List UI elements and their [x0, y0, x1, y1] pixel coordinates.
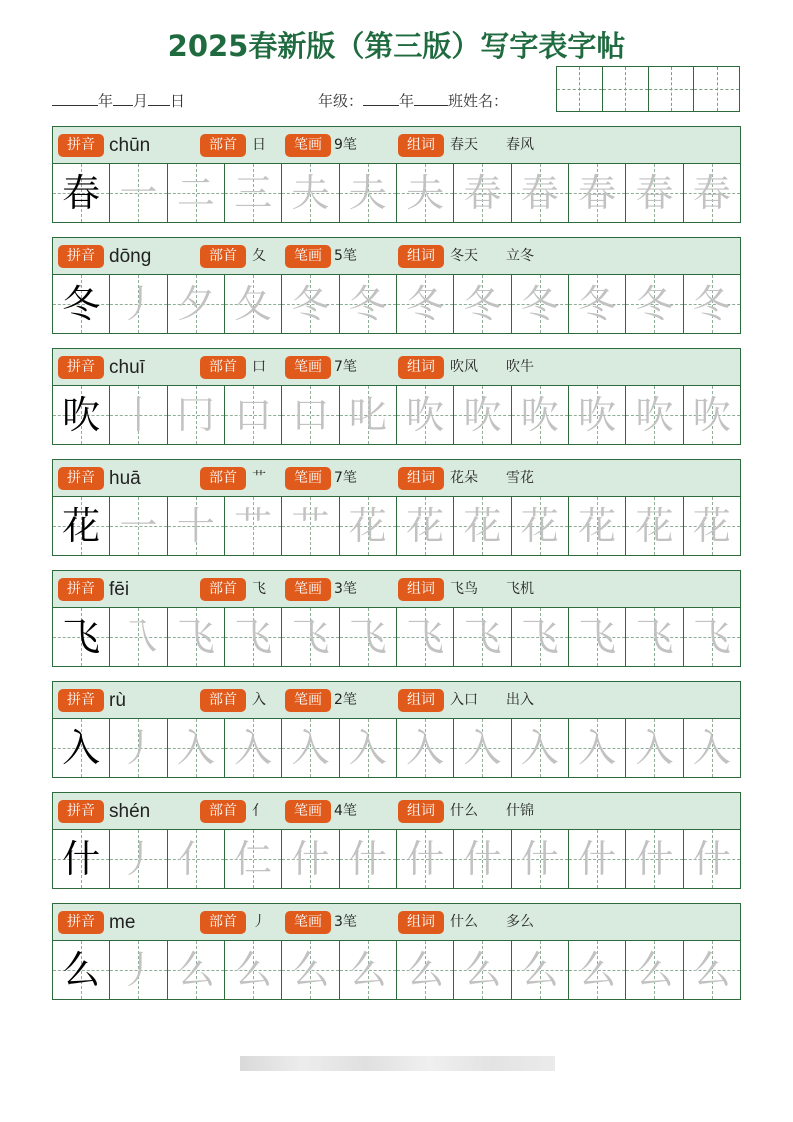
trace-cell[interactable]: 夂: [225, 275, 282, 333]
writing-grid: [53, 608, 740, 666]
radical-tag: 部首: [200, 689, 246, 712]
trace-cell[interactable]: 吹: [397, 386, 454, 444]
trace-cell[interactable]: 入: [626, 719, 683, 777]
trace-cell[interactable]: 入: [512, 719, 569, 777]
character-block: [52, 903, 741, 1000]
radical: 口: [252, 359, 266, 375]
writing-grid: [53, 941, 740, 999]
trace-cell[interactable]: 冬: [282, 275, 339, 333]
info-bar: [53, 682, 740, 719]
word-2: 飞机: [506, 581, 534, 597]
stroke-count: 7笔: [334, 470, 357, 486]
trace-cell[interactable]: 口: [282, 386, 339, 444]
trace-cell[interactable]: 花: [626, 497, 683, 555]
trace-cell[interactable]: 什: [626, 830, 683, 888]
grade-year-blank[interactable]: [363, 92, 399, 106]
model-character-cell: 入: [53, 719, 110, 777]
trace-cell[interactable]: 冂: [168, 386, 225, 444]
radical: 入: [252, 692, 266, 708]
trace-cell[interactable]: 入: [454, 719, 511, 777]
pinyin: me: [109, 912, 136, 933]
trace-cell[interactable]: 夕: [168, 275, 225, 333]
trace-cell[interactable]: 花: [512, 497, 569, 555]
character-block: [52, 126, 741, 223]
strokes-tag: 笔画: [285, 578, 331, 601]
model-character-cell: 冬: [53, 275, 110, 333]
trace-cell[interactable]: 什: [569, 830, 626, 888]
trace-cell[interactable]: 乁: [110, 608, 167, 666]
trace-cell[interactable]: 吹: [569, 386, 626, 444]
trace-cell[interactable]: 春: [512, 164, 569, 222]
trace-cell[interactable]: 么: [397, 941, 454, 999]
trace-cell[interactable]: 花: [397, 497, 454, 555]
trace-cell[interactable]: 艹: [225, 497, 282, 555]
trace-cell[interactable]: 十: [168, 497, 225, 555]
trace-cell[interactable]: 冬: [397, 275, 454, 333]
pinyin: rù: [109, 690, 126, 711]
year-blank[interactable]: [52, 92, 98, 106]
pinyin: chuī: [109, 357, 145, 378]
trace-cell[interactable]: 丿: [110, 275, 167, 333]
strokes-tag: 笔画: [285, 134, 331, 157]
character-block: [52, 681, 741, 778]
writing-grid: [53, 164, 740, 222]
stroke-count: 5笔: [334, 248, 357, 264]
word-2: 出入: [506, 692, 534, 708]
character-block: [52, 792, 741, 889]
trace-cell[interactable]: 夫: [282, 164, 339, 222]
trace-cell[interactable]: 夫: [340, 164, 397, 222]
trace-cell[interactable]: 飞: [684, 608, 740, 666]
writing-grid: [53, 497, 740, 555]
radical-tag: 部首: [200, 467, 246, 490]
trace-cell[interactable]: 夫: [397, 164, 454, 222]
stroke-count: 9笔: [334, 137, 357, 153]
trace-cell[interactable]: 什: [454, 830, 511, 888]
strokes-tag: 笔画: [285, 800, 331, 823]
pinyin-tag: 拼音: [58, 578, 104, 601]
trace-cell[interactable]: 一: [110, 497, 167, 555]
trace-cell[interactable]: 花: [684, 497, 740, 555]
pinyin-tag: 拼音: [58, 911, 104, 934]
radical-tag: 部首: [200, 911, 246, 934]
model-character-cell: 吹: [53, 386, 110, 444]
writing-grid: [53, 719, 740, 777]
pinyin-tag: 拼音: [58, 800, 104, 823]
model-character-cell: 花: [53, 497, 110, 555]
radical: 亻: [252, 803, 266, 819]
trace-cell[interactable]: 入: [684, 719, 740, 777]
radical-tag: 部首: [200, 578, 246, 601]
blurred-watermark: [240, 1056, 555, 1071]
trace-cell[interactable]: 仁: [225, 830, 282, 888]
trace-cell[interactable]: 三: [225, 164, 282, 222]
radical: 飞: [252, 581, 266, 597]
writing-grid: [53, 830, 740, 888]
trace-cell[interactable]: 么: [569, 941, 626, 999]
trace-cell[interactable]: 春: [626, 164, 683, 222]
trace-cell[interactable]: 丿: [110, 941, 167, 999]
trace-cell[interactable]: 什: [512, 830, 569, 888]
trace-cell[interactable]: 飞: [454, 608, 511, 666]
word-1: 入口: [450, 692, 478, 708]
pinyin: shén: [109, 801, 151, 822]
stroke-count: 3笔: [334, 914, 357, 930]
trace-cell[interactable]: 口: [225, 386, 282, 444]
stroke-count: 4笔: [334, 803, 357, 819]
character-block: [52, 570, 741, 667]
pinyin-tag: 拼音: [58, 356, 104, 379]
radical: 丿: [252, 914, 266, 930]
info-bar: [53, 238, 740, 275]
words-tag: 组词: [398, 245, 444, 268]
trace-cell[interactable]: 二: [168, 164, 225, 222]
pinyin: fēi: [109, 579, 130, 600]
character-block: [52, 459, 741, 556]
trace-cell[interactable]: 丿: [110, 830, 167, 888]
info-bar: [53, 127, 740, 164]
words-tag: 组词: [398, 134, 444, 157]
trace-cell[interactable]: 什: [340, 830, 397, 888]
strokes-tag: 笔画: [285, 245, 331, 268]
trace-cell[interactable]: 飞: [569, 608, 626, 666]
trace-cell[interactable]: 春: [569, 164, 626, 222]
radical-tag: 部首: [200, 245, 246, 268]
trace-cell[interactable]: 飞: [512, 608, 569, 666]
trace-cell[interactable]: 花: [569, 497, 626, 555]
trace-cell[interactable]: 春: [454, 164, 511, 222]
trace-cell[interactable]: 吹: [684, 386, 740, 444]
stroke-count: 2笔: [334, 692, 357, 708]
word-1: 什么: [450, 803, 478, 819]
info-bar: [53, 460, 740, 497]
radical: 日: [252, 137, 266, 153]
words-tag: 组词: [398, 800, 444, 823]
trace-cell[interactable]: 入: [397, 719, 454, 777]
trace-cell[interactable]: 飞: [340, 608, 397, 666]
trace-cell[interactable]: 艹: [282, 497, 339, 555]
trace-cell[interactable]: 么: [168, 941, 225, 999]
model-character-cell: 什: [53, 830, 110, 888]
model-character-cell: 么: [53, 941, 110, 999]
page-title: 2025春新版（第三版）写字表字帖: [167, 29, 626, 63]
trace-cell[interactable]: 冬: [569, 275, 626, 333]
trace-cell[interactable]: 春: [684, 164, 740, 222]
trace-cell[interactable]: 么: [340, 941, 397, 999]
model-character-cell: 春: [53, 164, 110, 222]
pinyin: chūn: [109, 135, 151, 156]
trace-cell[interactable]: 么: [282, 941, 339, 999]
radical-tag: 部首: [200, 800, 246, 823]
info-bar: [53, 349, 740, 386]
radical: 艹: [252, 470, 266, 486]
name-grid[interactable]: [556, 66, 740, 112]
strokes-tag: 笔画: [285, 356, 331, 379]
words-tag: 组词: [398, 689, 444, 712]
character-block: [52, 237, 741, 334]
trace-cell[interactable]: 飞: [626, 608, 683, 666]
pinyin-tag: 拼音: [58, 245, 104, 268]
date-line: 年 月 日: [52, 90, 185, 111]
model-character-cell: 飞: [53, 608, 110, 666]
trace-cell[interactable]: 吹: [512, 386, 569, 444]
trace-cell[interactable]: 什: [282, 830, 339, 888]
word-2: 立冬: [506, 248, 534, 264]
trace-cell[interactable]: 什: [397, 830, 454, 888]
trace-cell[interactable]: 花: [454, 497, 511, 555]
radical: 夂: [252, 248, 266, 264]
trace-cell[interactable]: 花: [340, 497, 397, 555]
month-blank[interactable]: [113, 92, 133, 106]
day-blank[interactable]: [148, 92, 170, 106]
info-bar: [53, 793, 740, 830]
trace-cell[interactable]: 丿: [110, 719, 167, 777]
strokes-tag: 笔画: [285, 911, 331, 934]
word-2: 春风: [506, 137, 534, 153]
words-tag: 组词: [398, 578, 444, 601]
trace-cell[interactable]: 么: [512, 941, 569, 999]
trace-cell[interactable]: 飞: [225, 608, 282, 666]
word-2: 雪花: [506, 470, 534, 486]
trace-cell[interactable]: 么: [684, 941, 740, 999]
trace-cell[interactable]: 入: [569, 719, 626, 777]
writing-grid: [53, 386, 740, 444]
radical-tag: 部首: [200, 356, 246, 379]
pinyin-tag: 拼音: [58, 689, 104, 712]
word-2: 多么: [506, 914, 534, 930]
trace-cell[interactable]: 入: [340, 719, 397, 777]
trace-cell[interactable]: 叱: [340, 386, 397, 444]
trace-cell[interactable]: 么: [626, 941, 683, 999]
word-1: 吹风: [450, 359, 478, 375]
trace-cell[interactable]: 入: [225, 719, 282, 777]
trace-cell[interactable]: 冬: [454, 275, 511, 333]
word-1: 冬天: [450, 248, 478, 264]
character-block: [52, 348, 741, 445]
trace-cell[interactable]: 冬: [512, 275, 569, 333]
trace-cell[interactable]: 冬: [684, 275, 740, 333]
trace-cell[interactable]: 入: [168, 719, 225, 777]
radical-tag: 部首: [200, 134, 246, 157]
word-1: 飞鸟: [450, 581, 478, 597]
trace-cell[interactable]: 入: [282, 719, 339, 777]
pinyin: huā: [109, 468, 141, 489]
words-tag: 组词: [398, 911, 444, 934]
grade-line: 年级： 年 班姓名：: [318, 92, 509, 110]
word-2: 吹牛: [506, 359, 534, 375]
trace-cell[interactable]: 飞: [282, 608, 339, 666]
trace-cell[interactable]: 飞: [397, 608, 454, 666]
trace-cell[interactable]: 吹: [454, 386, 511, 444]
word-1: 春天: [450, 137, 478, 153]
strokes-tag: 笔画: [285, 467, 331, 490]
pinyin-tag: 拼音: [58, 467, 104, 490]
stroke-count: 3笔: [334, 581, 357, 597]
pinyin: dōng: [109, 246, 152, 267]
trace-cell[interactable]: 么: [454, 941, 511, 999]
info-bar: [53, 571, 740, 608]
trace-cell[interactable]: 冬: [626, 275, 683, 333]
word-2: 什锦: [506, 803, 534, 819]
trace-cell[interactable]: 飞: [168, 608, 225, 666]
words-tag: 组词: [398, 467, 444, 490]
trace-cell[interactable]: 一: [110, 164, 167, 222]
trace-cell[interactable]: 丨: [110, 386, 167, 444]
trace-cell[interactable]: 冬: [340, 275, 397, 333]
word-1: 什么: [450, 914, 478, 930]
writing-grid: [53, 275, 740, 333]
trace-cell[interactable]: 吹: [626, 386, 683, 444]
trace-cell[interactable]: 么: [225, 941, 282, 999]
words-tag: 组词: [398, 356, 444, 379]
trace-cell[interactable]: 亻: [168, 830, 225, 888]
stroke-count: 7笔: [334, 359, 357, 375]
info-bar: [53, 904, 740, 941]
trace-cell[interactable]: 什: [684, 830, 740, 888]
class-blank[interactable]: [414, 92, 448, 106]
strokes-tag: 笔画: [285, 689, 331, 712]
pinyin-tag: 拼音: [58, 134, 104, 157]
word-1: 花朵: [450, 470, 478, 486]
